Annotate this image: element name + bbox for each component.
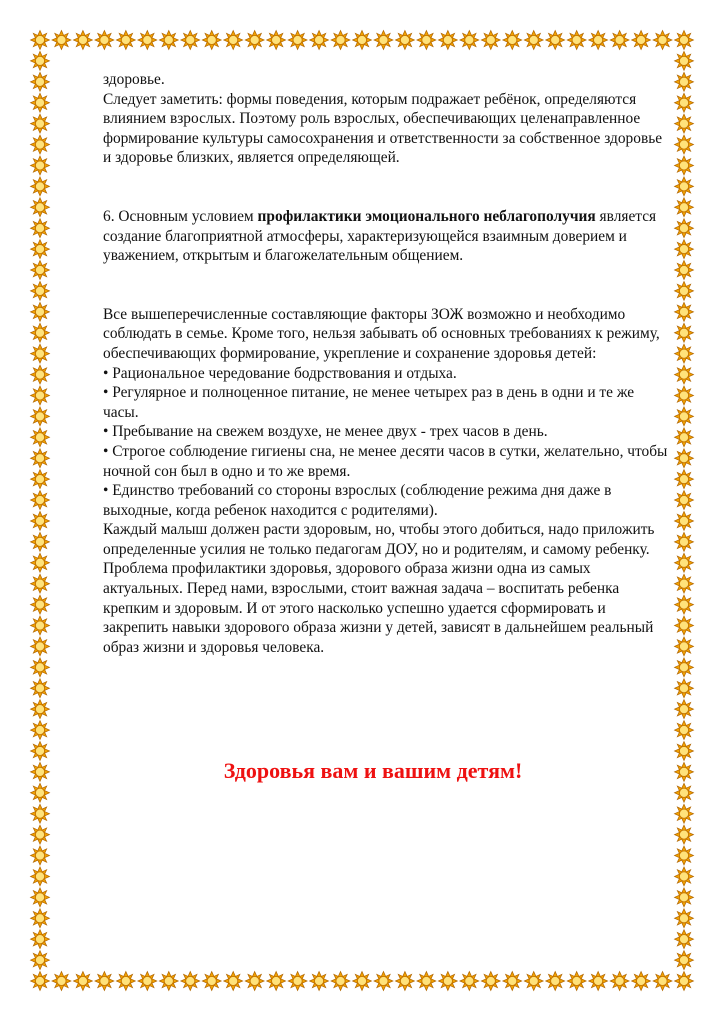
sun-icon [95, 31, 114, 50]
sun-icon [31, 344, 50, 363]
sun-icon [288, 972, 307, 991]
sun-icon [675, 114, 694, 133]
sun-icon [632, 31, 651, 50]
sun-icon [675, 491, 694, 510]
sun-icon [31, 888, 50, 907]
paragraph-gap [103, 168, 673, 207]
sun-icon [224, 31, 243, 50]
sun-icon [31, 804, 50, 823]
sun-icon [73, 972, 92, 991]
sun-icon [675, 240, 694, 259]
sun-icon [31, 31, 50, 50]
sun-icon [675, 281, 694, 300]
sun-icon [31, 491, 50, 510]
sun-icon [31, 177, 50, 196]
sun-icon [331, 31, 350, 50]
sun-icon [438, 31, 457, 50]
sun-icon [675, 470, 694, 489]
sun-icon [95, 972, 114, 991]
sun-icon [31, 135, 50, 154]
sun-icon [31, 407, 50, 426]
sun-icon [675, 51, 694, 70]
sun-icon [31, 449, 50, 468]
sun-icon [675, 762, 694, 781]
sun-icon [524, 31, 543, 50]
sun-icon [675, 261, 694, 280]
sun-icon [675, 198, 694, 217]
sun-icon [159, 31, 178, 50]
sun-icon [310, 972, 329, 991]
sun-icon [31, 846, 50, 865]
sun-icon [374, 31, 393, 50]
sun-icon [31, 386, 50, 405]
sun-icon [31, 721, 50, 740]
sun-icon [675, 323, 694, 342]
bullet-item: • Пребывание на свежем воздухе, не менее двух - трех часов в день. [103, 423, 548, 441]
bullet-item: • Рациональное чередование бодрствования и отдыха. [103, 364, 457, 382]
sun-icon [31, 511, 50, 530]
closing-wish: Здоровья вам и вашим детям! [223, 758, 523, 783]
sun-icon [675, 951, 694, 970]
sun-icon [31, 637, 50, 656]
sun-icon [675, 637, 694, 656]
sun-icon [395, 31, 414, 50]
sun-icon [31, 261, 50, 280]
sun-icon [31, 700, 50, 719]
sun-icon [610, 972, 629, 991]
sun-icon [438, 972, 457, 991]
sun-icon [331, 972, 350, 991]
paragraph-healthy-lifestyle-factors: Все вышеперечисленные составляющие факторы ЗОЖ возможно и необходимо соблюдать в семье. Кроме того, нельзя забывать об основных требованиях к режиму, обеспечивающих формирование, укрепление и сохранение здоровья детей: [103, 305, 660, 362]
sun-icon [31, 532, 50, 551]
sun-icon [31, 51, 50, 70]
sun-icon [181, 31, 200, 50]
bullet-item: • Регулярное и полноценное питание, не менее четырех раз в день в одни и те же часы. [103, 384, 635, 421]
sun-icon [675, 741, 694, 760]
sun-icon [675, 658, 694, 677]
sun-icon [675, 972, 694, 991]
sun-icon [675, 156, 694, 175]
sun-icon [653, 31, 672, 50]
sun-icon [675, 449, 694, 468]
sun-icon [675, 679, 694, 698]
paragraph-emotional-prevention [103, 207, 673, 266]
sun-icon [31, 972, 50, 991]
sun-icon [675, 219, 694, 238]
sun-icon [310, 31, 329, 50]
paragraph-gap [103, 266, 673, 305]
sun-icon [632, 972, 651, 991]
sun-icon [116, 31, 135, 50]
sun-icon [567, 31, 586, 50]
sun-icon [675, 72, 694, 91]
paragraph-adult-role: Следует заметить: формы поведения, которым подражает ребёнок, определяются влиянием взрослых. Поэтому роль взрослых, обеспечивающих целенаправленное формирование культуры самосохранения и ответственности за собственное здоровье и здоровье близких, является определяющей. [103, 90, 663, 167]
sun-icon [589, 972, 608, 991]
sun-icon [31, 198, 50, 217]
sun-icon [675, 595, 694, 614]
sun-icon [267, 972, 286, 991]
sun-icon [546, 972, 565, 991]
sun-icon [181, 972, 200, 991]
sun-icon [353, 31, 372, 50]
sun-icon [675, 511, 694, 530]
sun-icon [675, 909, 694, 928]
sun-icon [675, 31, 694, 50]
emotional-bold-term: профилактики эмоционального неблагополучия [257, 207, 596, 225]
sun-icon [675, 888, 694, 907]
sun-icon [675, 930, 694, 949]
document-body [103, 70, 673, 657]
sun-icon [31, 658, 50, 677]
paragraph-health-end: здоровье. [103, 71, 165, 88]
sun-icon [288, 31, 307, 50]
sun-icon [31, 783, 50, 802]
sun-icon [31, 574, 50, 593]
sun-icon [245, 972, 264, 991]
sun-icon [417, 31, 436, 50]
sun-icon [675, 386, 694, 405]
sun-icon [675, 135, 694, 154]
sun-icon [52, 972, 71, 991]
sun-icon [567, 972, 586, 991]
sun-icon [31, 114, 50, 133]
sun-icon [546, 31, 565, 50]
sun-icon [31, 595, 50, 614]
sun-icon [31, 951, 50, 970]
sun-icon [31, 156, 50, 175]
sun-icon [460, 972, 479, 991]
sun-icon [653, 972, 672, 991]
sun-icon [503, 972, 522, 991]
bullet-item: • Строгое соблюдение гигиены сна, не менее десяти часов в сутки, желательно, чтобы ночной сон был в одно и то же время. [103, 442, 668, 480]
sun-icon [138, 972, 157, 991]
sun-icon [73, 31, 92, 50]
sun-icon [31, 679, 50, 698]
sun-icon [675, 721, 694, 740]
sun-icon [417, 972, 436, 991]
sun-icon [31, 93, 50, 112]
sun-icon [395, 972, 414, 991]
sun-icon [374, 972, 393, 991]
sun-icon [610, 31, 629, 50]
sun-icon [31, 323, 50, 342]
sun-icon [202, 972, 221, 991]
sun-icon [675, 783, 694, 802]
sun-icon [675, 302, 694, 321]
sun-icon [31, 428, 50, 447]
sun-icon [481, 31, 500, 50]
emotional-suffix: является создание благоприятной атмосферы, характеризующейся взаимным доверием и уважением, открытым и благожелательным общением. [103, 207, 657, 265]
sun-icon [675, 574, 694, 593]
sun-icon [159, 972, 178, 991]
sun-icon [31, 825, 50, 844]
sun-icon [31, 302, 50, 321]
emotional-prefix: 6. Основным условием [103, 207, 258, 225]
sun-icon [31, 470, 50, 489]
sun-icon [31, 867, 50, 886]
sun-icon [224, 972, 243, 991]
sun-icon [31, 240, 50, 259]
sun-icon [675, 553, 694, 572]
paragraph-every-child: Каждый малыш должен расти здоровым, но, чтобы этого добиться, надо приложить определенные усилия не только педагогам ДОУ, но и родителям, и самому ребенку. [103, 521, 655, 558]
sun-icon [202, 31, 221, 50]
sun-icon [245, 31, 264, 50]
paragraph-prevention-problem: Проблема профилактики здоровья, здорового образа жизни одна из самых актуальных. Перед нами, взрослыми, стоит важная задача – воспитать ребенка крепким и здоровым. И от этого насколько успешно удается сформировать и закрепить навыки здорового образа жизни у детей, зависят в дальнейшем реальный образ жизни и здоровья человека. [103, 560, 654, 656]
sun-icon [31, 616, 50, 635]
sun-icon [675, 177, 694, 196]
sun-icon [675, 93, 694, 112]
sun-icon [460, 31, 479, 50]
sun-icon [675, 532, 694, 551]
sun-icon [31, 930, 50, 949]
sun-icon [675, 365, 694, 384]
sun-icon [353, 972, 372, 991]
sun-icon [675, 846, 694, 865]
sun-icon [481, 972, 500, 991]
sun-icon [675, 804, 694, 823]
sun-icon [31, 72, 50, 91]
sun-icon [675, 700, 694, 719]
sun-icon [31, 741, 50, 760]
sun-icon [31, 219, 50, 238]
sun-icon [589, 31, 608, 50]
sun-icon [138, 31, 157, 50]
sun-icon [31, 909, 50, 928]
sun-icon [31, 762, 50, 781]
sun-icon [31, 281, 50, 300]
sun-icon [675, 825, 694, 844]
sun-icon [675, 867, 694, 886]
sun-icon [675, 344, 694, 363]
sun-icon [116, 972, 135, 991]
sun-icon [52, 31, 71, 50]
sun-icon [31, 553, 50, 572]
sun-icon [524, 972, 543, 991]
bullet-item: • Единство требований со стороны взрослых (соблюдение режима дня даже в выходные, когда ребенок находится с родителями). [103, 482, 612, 519]
sun-icon [503, 31, 522, 50]
sun-icon [675, 428, 694, 447]
sun-icon [675, 616, 694, 635]
sun-icon [267, 31, 286, 50]
sun-icon [31, 365, 50, 384]
sun-icon [675, 407, 694, 426]
